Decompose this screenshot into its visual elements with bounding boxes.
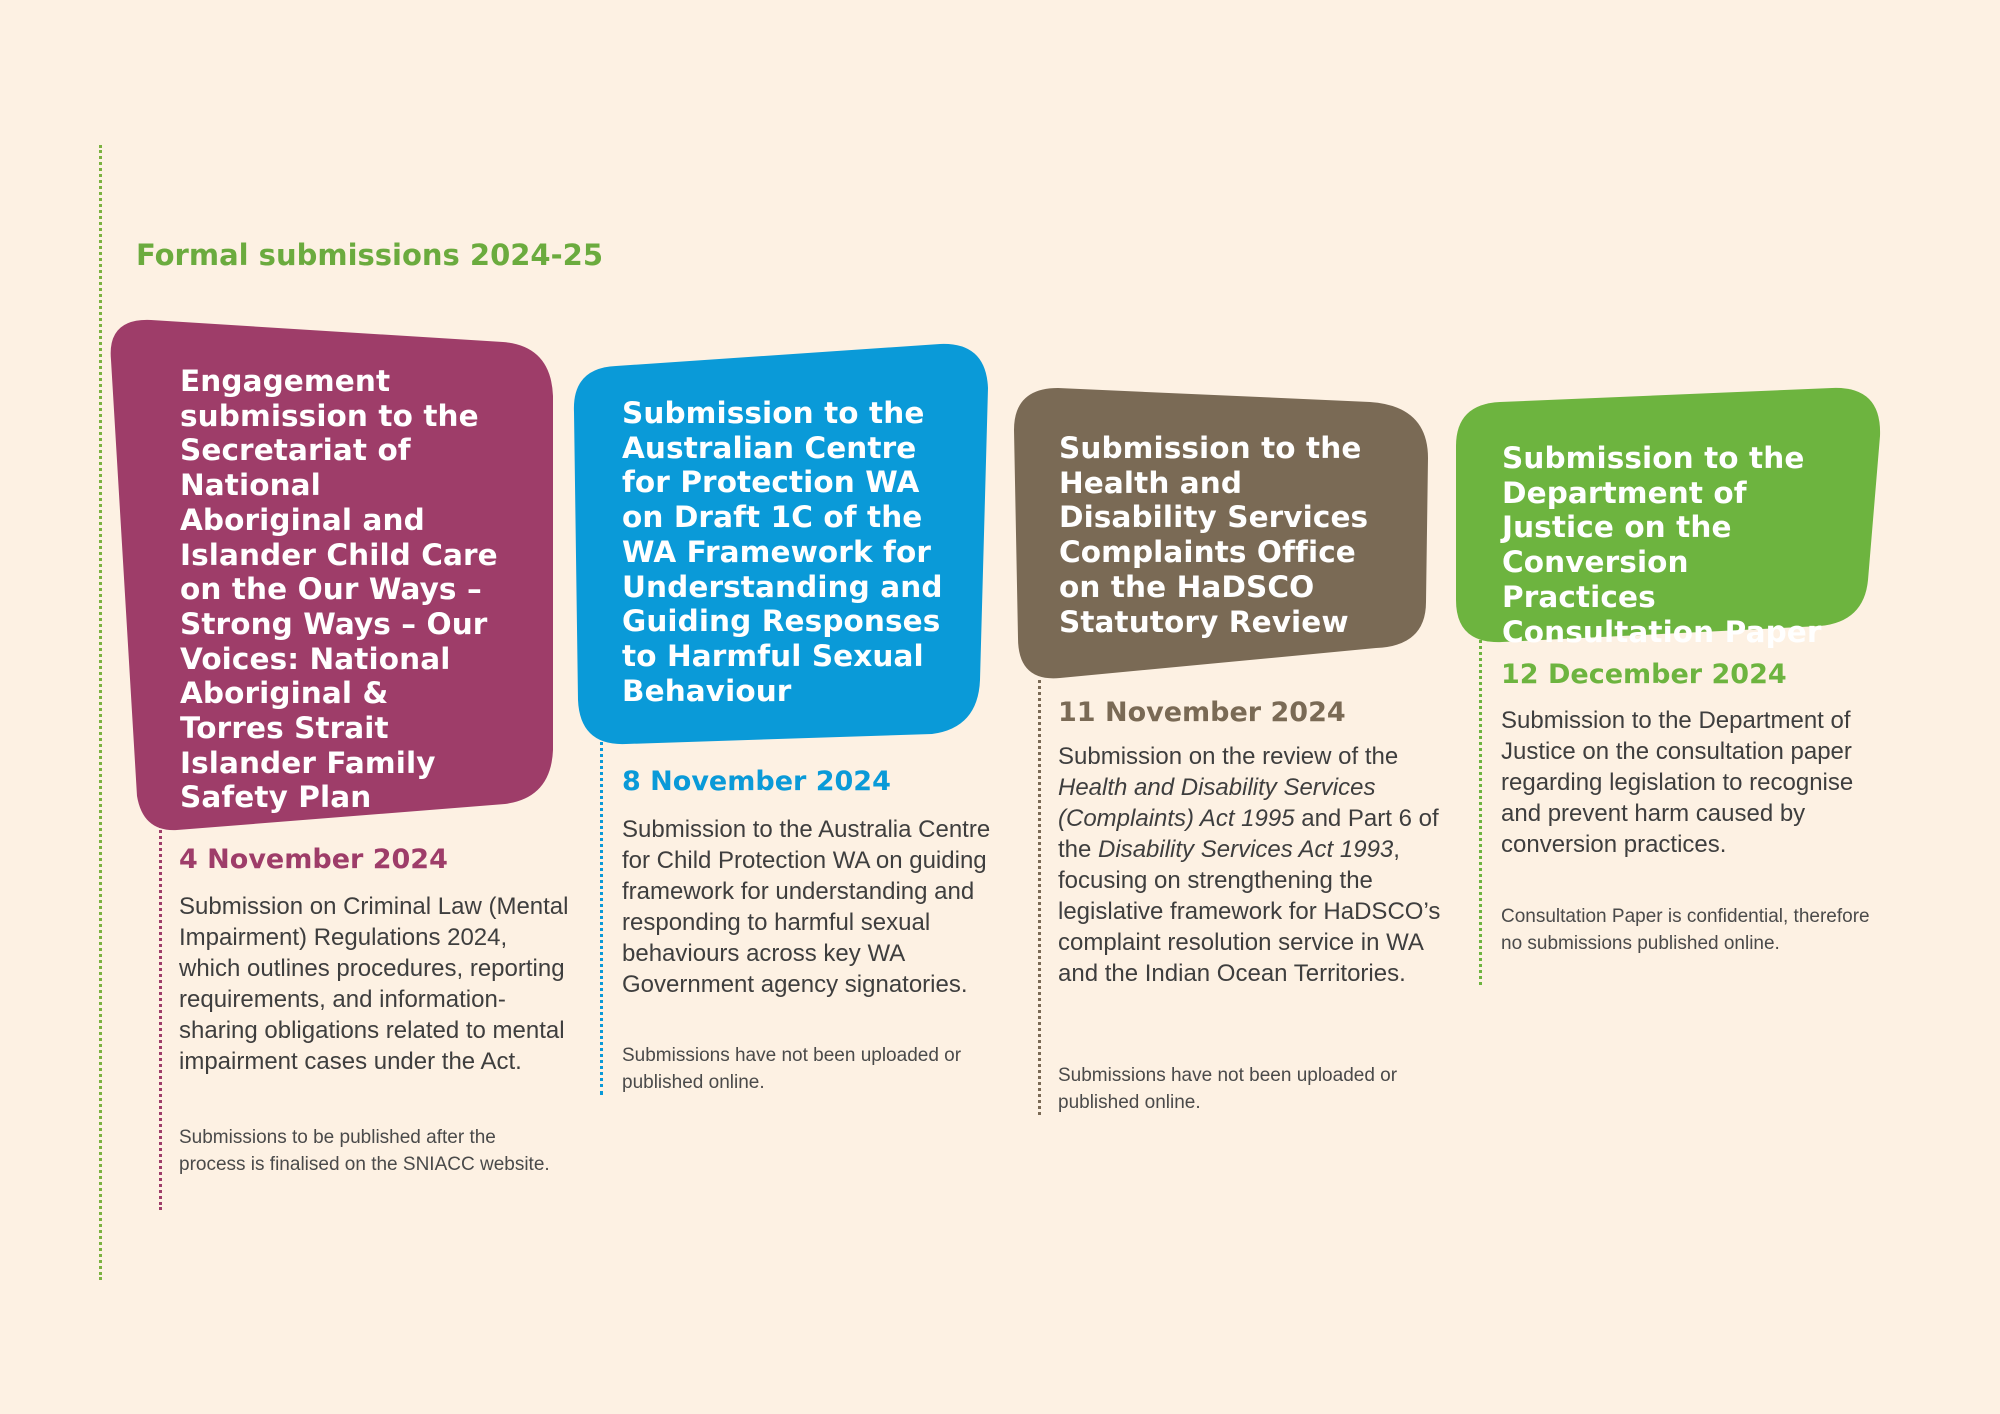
card-2-note: Submissions have not been uploaded or published online.: [622, 1045, 962, 1093]
card-4-description: Submission to the Department of Justice on the consultation paper regarding legislation to recognise and prevent harm caused by conversion practices.: [1501, 707, 1854, 858]
card-4-note: Consultation Paper is confidential, therefore no submissions published online.: [1501, 906, 1870, 954]
card-1-connector: [159, 825, 162, 1210]
card-2-title: Submission to the Australian Centre for Protection WA on Draft 1C of the WA Framework for Understanding and Guiding Responses to Harmful Sexual Behaviour: [622, 396, 943, 708]
card-3-description-part-2: and Part 6 of the: [1058, 805, 1439, 863]
card-1-date: 4 November 2024: [179, 844, 448, 875]
card-1-title: Engagement submission to the Secretariat of National Aboriginal and Islander Child Care on the Our Ways – Strong Ways – Our Voices: National Aboriginal & Torres Strait Islander Family Safety Plan: [180, 364, 498, 815]
card-4-title: Submission to the Department of Justice on the Conversion Practices Consultation Paper: [1502, 441, 1822, 649]
card-4-date: 12 December 2024: [1501, 659, 1787, 690]
card-3-date: 11 November 2024: [1058, 697, 1346, 728]
left-dotted-rule: [99, 145, 102, 1280]
card-2-connector: [600, 735, 603, 1095]
card-3-description: [1058, 741, 1448, 989]
card-1-note: Submissions to be published after the process is finalised on the SNIACC website.: [179, 1127, 550, 1175]
page-title: Formal submissions 2024-25: [136, 238, 604, 272]
card-3-connector: [1038, 680, 1041, 1115]
card-4-connector: [1479, 640, 1482, 985]
card-3-note: Submissions have not been uploaded or published online.: [1058, 1065, 1398, 1113]
card-2-description: Submission to the Australia Centre for Child Protection WA on guiding framework for understanding and responding to harmful sexual behaviours across key WA Government agency signatories.: [622, 816, 991, 998]
card-3-description-act-2: Disability Services Act 1993: [1098, 836, 1394, 863]
card-1-description: Submission on Criminal Law (Mental Impairment) Regulations 2024, which outlines procedures, reporting requirements, and information-sharing obligations related to mental impairment cases under the Act.: [179, 893, 569, 1075]
card-3-title: Submission to the Health and Disability Services Complaints Office on the HaDSCO Statutory Review: [1059, 431, 1369, 639]
card-2-date: 8 November 2024: [622, 766, 891, 797]
card-3-description-part-3: , focusing on strengthening the legislative framework for HaDSCO’s complaint resolution service in WA and the Indian Ocean Territories.: [1058, 836, 1441, 987]
card-3-description-act-1: Health and Disability Services (Complaints) Act 1995: [1058, 774, 1376, 832]
card-3-description-part-1: Submission on the review of the: [1058, 743, 1399, 770]
